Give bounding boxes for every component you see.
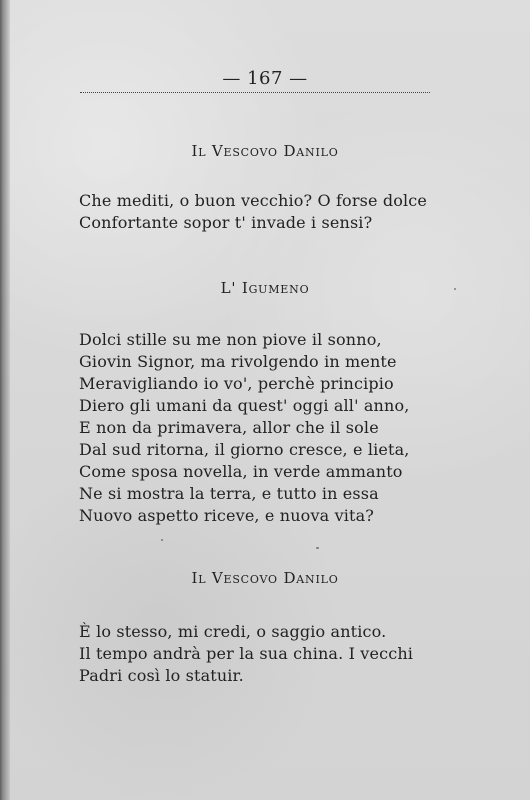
page-number: — 167 — (222, 68, 308, 89)
verse-line: Il tempo andrà per la sua china. I vecchi (79, 644, 414, 663)
verse-line: Nuovo aspetto riceve, e nuova vita? (79, 506, 375, 525)
verse-line: Che mediti, o buon vecchio? O forse dolce (79, 191, 428, 210)
verse-line: È lo stesso, mi credi, o saggio antico. (79, 622, 387, 641)
print-speck (161, 539, 163, 541)
print-speck (316, 547, 319, 549)
verse-line: Dal sud ritorna, il giorno cresce, e lieta, (79, 440, 410, 459)
verse-line: Come sposa novella, in verde ammanto (79, 462, 403, 481)
verse-line: E non da primavera, allor che il sole (79, 418, 379, 437)
speaker-heading: L' Igumeno (220, 279, 310, 297)
verse-line: Padri così lo statuir. (79, 666, 244, 685)
verse-stanza (79, 621, 439, 687)
speaker-heading: Il Vescovo Danilo (191, 142, 339, 160)
page-binding-edge (0, 0, 10, 800)
print-speck (454, 288, 456, 290)
header-dotted-rule (80, 92, 430, 93)
verse-stanza (79, 190, 439, 234)
verse-line: Confortante sopor t' invade i sensi? (79, 213, 373, 232)
verse-line: Dolci stille su me non piove il sonno, (79, 330, 382, 349)
verse-line: Meravigliando io vo', perchè principio (79, 374, 394, 393)
speaker-heading: Il Vescovo Danilo (191, 569, 339, 587)
verse-line: Ne si mostra la terra, e tutto in essa (79, 484, 379, 503)
verse-line: Giovin Signor, ma rivolgendo in mente (79, 352, 397, 371)
verse-line: Diero gli umani da quest' oggi all' anno, (79, 396, 410, 415)
verse-stanza (79, 329, 439, 527)
